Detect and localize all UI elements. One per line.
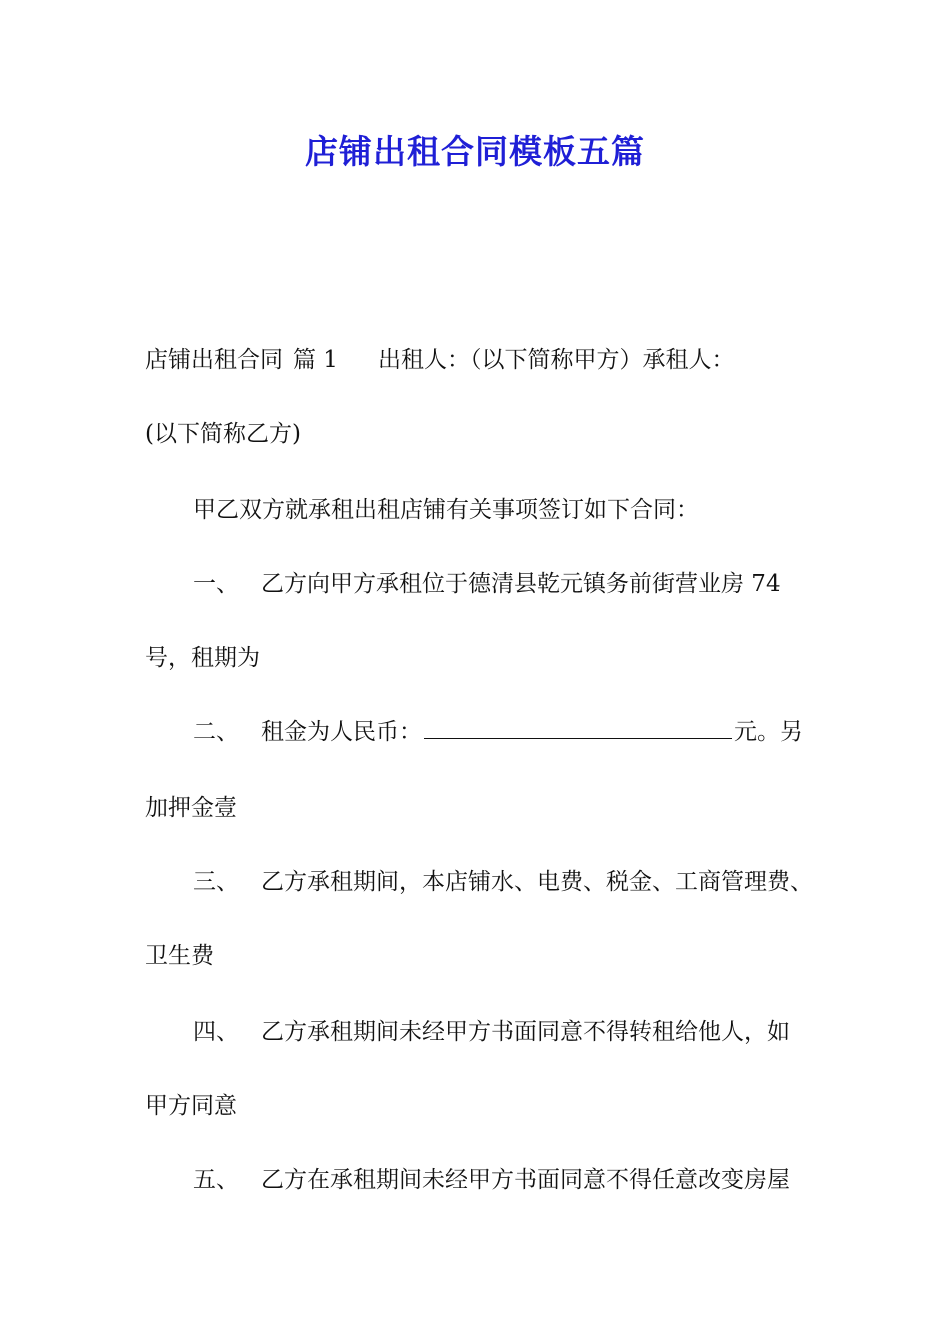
clause-2-continuation: 加押金壹 xyxy=(145,795,237,821)
section-header-line xyxy=(145,342,734,378)
lessor-text: 出租人：（以下简称甲方）承租人： xyxy=(377,347,735,373)
clause-number: 三、 xyxy=(193,869,239,895)
section-number: 篇 1 xyxy=(293,347,338,373)
clause-number: 二、 xyxy=(193,719,239,745)
document-title: 店铺出租合同模板五篇 xyxy=(305,132,645,171)
clause-text: 乙方向甲方承租位于德清县乾元镇务前街营业房 74 xyxy=(261,571,781,597)
clause-4-continuation: 甲方同意 xyxy=(145,1093,237,1119)
clause-2 xyxy=(193,714,803,750)
rent-amount-blank xyxy=(424,720,732,739)
clause-3-continuation: 卫生费 xyxy=(145,943,214,969)
clause-number: 一、 xyxy=(193,571,239,597)
clause-3 xyxy=(193,864,813,900)
section-heading: 店铺出租合同 xyxy=(145,347,283,373)
clause-number: 五、 xyxy=(193,1167,239,1193)
clause-text: 乙方承租期间未经甲方书面同意不得转租给他人，如 xyxy=(261,1019,790,1045)
clause-text: 租金为人民币： xyxy=(261,719,422,745)
clause-1 xyxy=(193,566,781,602)
clause-4 xyxy=(193,1014,790,1050)
clause-text: 乙方在承租期间未经甲方书面同意不得任意改变房屋 xyxy=(261,1167,790,1193)
clause-number: 四、 xyxy=(193,1019,239,1045)
clause-5 xyxy=(193,1162,790,1198)
intro-paragraph: 甲乙双方就承租出租店铺有关事项签订如下合同： xyxy=(193,497,699,523)
lessee-continuation: (以下简称乙方) xyxy=(145,421,301,447)
clause-text-after: 元。另 xyxy=(734,719,803,745)
clause-1-continuation: 号，租期为 xyxy=(145,645,260,671)
clause-text: 乙方承租期间，本店铺水、电费、税金、工商管理费、 xyxy=(261,869,813,895)
